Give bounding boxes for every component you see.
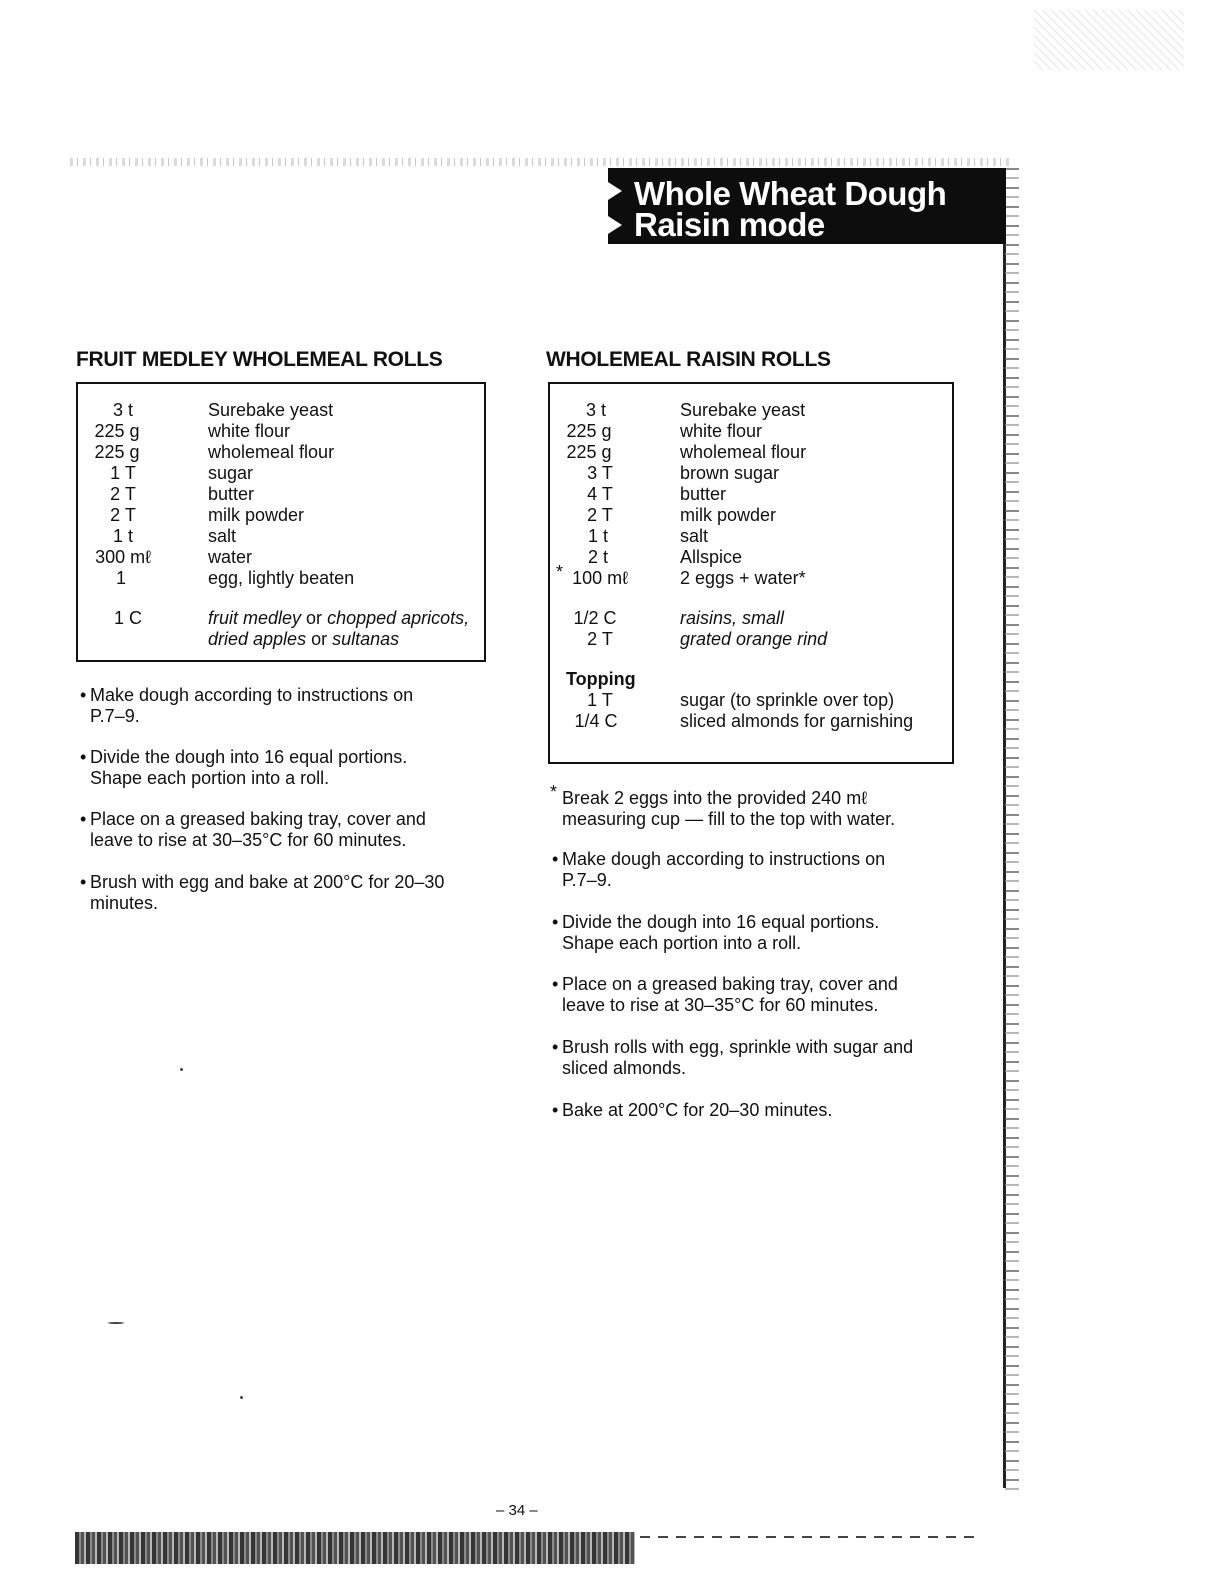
ingredient-name: salt — [680, 526, 709, 546]
ingredient-row — [550, 562, 952, 590]
step-line: leave to rise at 30–35°C for 60 minutes. — [562, 995, 879, 1015]
ingredient-row — [78, 484, 484, 506]
banner-title-line-1: Whole Wheat Dough — [634, 175, 947, 212]
ingredient-name: salt — [208, 526, 237, 546]
ingredient-plain: or — [306, 629, 333, 649]
ingredient-name: wholemeal flour — [680, 442, 807, 462]
step-line: Place on a greased baking tray, cover and — [90, 809, 426, 829]
ingredient-name: raisins, small — [680, 608, 785, 628]
ingredient-name: white flour — [680, 421, 763, 441]
ingredient-qty: 2 T — [110, 484, 136, 504]
ingredient-row-extra — [78, 608, 484, 652]
ingredient-row — [550, 442, 952, 464]
ingredient-qty: 225 g — [566, 442, 612, 462]
ingredient-qty: 1 t — [112, 526, 133, 546]
ingredient-qty: 1 T — [587, 690, 613, 710]
asterisk-marker: * — [550, 782, 558, 802]
speck — [180, 1068, 183, 1071]
ingredient-qty: 1 — [115, 568, 126, 588]
bullet-icon: • — [80, 685, 87, 705]
ingredient-name — [208, 608, 469, 628]
right-step — [552, 849, 962, 891]
step-line: Divide the dough into 16 equal portions. — [90, 747, 408, 767]
ingredient-row — [78, 568, 484, 590]
ingredient-qty: 2 T — [587, 505, 613, 525]
bullet-icon: • — [552, 974, 559, 994]
bullet-icon: • — [552, 1037, 559, 1057]
step-line: P.7–9. — [562, 870, 612, 890]
left-step — [80, 685, 480, 727]
ingredient-qty: 4 T — [587, 484, 613, 504]
bullet-icon: • — [80, 872, 87, 892]
right-step — [552, 1037, 962, 1079]
ingredient-qty: 3 T — [587, 463, 613, 483]
ingredient-name: milk powder — [680, 505, 777, 525]
right-ingredients-box — [548, 382, 954, 764]
ingredient-row — [78, 526, 484, 548]
ingredient-plain: or — [301, 608, 328, 628]
ingredient-qty: 225 g — [566, 421, 612, 441]
speck — [240, 1396, 243, 1399]
page-edge-noise — [1005, 168, 1019, 1498]
ingredient-name: sugar (to sprinkle over top) — [680, 690, 895, 710]
asterisk-marker: * — [556, 562, 564, 582]
step-line: sliced almonds. — [562, 1058, 687, 1078]
ingredient-row — [550, 629, 952, 651]
ingredient-row — [78, 547, 484, 569]
ingredient-italic: chopped apricots, — [327, 608, 470, 628]
right-note — [550, 782, 962, 830]
left-step — [80, 872, 480, 914]
step-line: Make dough according to instructions on — [90, 685, 414, 705]
ingredient-name: water — [208, 547, 253, 567]
ingredient-qty: 225 g — [94, 442, 140, 462]
step-line: leave to rise at 30–35°C for 60 minutes. — [90, 830, 407, 850]
ingredient-italic: dried apples — [208, 629, 307, 649]
ingredient-qty: 2 T — [587, 629, 613, 649]
scan-noise-bottom-line — [640, 1536, 980, 1538]
ingredient-qty: 1 C — [113, 608, 142, 628]
left-step — [80, 747, 480, 789]
step-line: Divide the dough into 16 equal portions. — [562, 912, 880, 932]
ingredient-qty: 1/4 C — [574, 711, 618, 731]
note-line: measuring cup — fill to the top with water. — [562, 809, 896, 829]
ingredient-name: wholemeal flour — [208, 442, 335, 462]
ingredient-qty: 3 t — [112, 400, 133, 420]
ingredient-row — [550, 711, 952, 733]
ingredient-name: Allspice — [680, 547, 743, 567]
right-recipe-title: WHOLEMEAL RAISIN ROLLS — [546, 348, 831, 371]
step-line: Make dough according to instructions on — [562, 849, 886, 869]
right-step — [552, 1100, 962, 1121]
ingredient-qty: 225 g — [94, 421, 140, 441]
bullet-icon: • — [552, 912, 559, 932]
topping-heading: Topping — [566, 669, 636, 689]
ingredient-name: white flour — [208, 421, 291, 441]
step-line: Bake at 200°C for 20–30 minutes. — [562, 1100, 833, 1120]
ingredient-row — [550, 547, 952, 569]
step-line: P.7–9. — [90, 706, 140, 726]
ingredient-name: Surebake yeast — [680, 400, 806, 420]
step-line: Brush with egg and bake at 200°C for 20–30 — [90, 872, 445, 892]
ingredient-row — [550, 484, 952, 506]
ingredient-qty: 1 t — [587, 526, 608, 546]
bullet-icon: • — [552, 849, 559, 869]
ingredient-name: butter — [208, 484, 255, 504]
ingredient-qty: 2 t — [587, 547, 608, 567]
ingredient-row — [78, 505, 484, 527]
ingredient-qty: 1/2 C — [573, 608, 617, 628]
ingredient-qty: 300 mℓ — [95, 547, 151, 567]
ingredient-qty: 1 T — [110, 463, 136, 483]
step-line: Shape each portion into a roll. — [90, 768, 330, 788]
banner-title-line-2: Raisin mode — [634, 206, 825, 243]
step-line: Shape each portion into a roll. — [562, 933, 802, 953]
ingredient-name: sugar — [208, 463, 254, 483]
ingredient-qty: 100 mℓ — [572, 568, 628, 588]
ingredient-name: brown sugar — [680, 463, 780, 483]
ingredient-name: egg, lightly beaten — [208, 568, 355, 588]
ingredient-row — [550, 505, 952, 527]
ingredient-name: butter — [680, 484, 727, 504]
ingredient-name: Surebake yeast — [208, 400, 334, 420]
ingredient-row — [550, 526, 952, 548]
step-line: minutes. — [90, 893, 159, 913]
ingredient-italic: fruit medley — [208, 608, 302, 628]
ingredient-row — [550, 421, 952, 443]
note-line: Break 2 eggs into the provided 240 mℓ — [562, 788, 868, 808]
left-ingredients-box — [76, 382, 486, 662]
ingredient-row — [550, 608, 952, 630]
left-recipe-title: FRUIT MEDLEY WHOLEMEAL ROLLS — [76, 348, 443, 371]
scan-noise-top — [70, 158, 1010, 166]
ingredient-row — [78, 400, 484, 422]
banner-notch — [608, 216, 622, 234]
page-number: – 34 – — [496, 1502, 538, 1519]
section-banner — [608, 168, 1006, 244]
step-line: Place on a greased baking tray, cover and — [562, 974, 898, 994]
ingredient-name: sliced almonds for garnishing — [680, 711, 914, 731]
ingredient-row — [550, 690, 952, 712]
scan-noise-corner — [1034, 10, 1184, 70]
bullet-icon: • — [552, 1100, 559, 1120]
bullet-icon: • — [80, 809, 87, 829]
ingredient-row — [78, 442, 484, 464]
right-step — [552, 912, 962, 954]
bullet-icon: • — [80, 747, 87, 767]
scan-noise-bottom — [75, 1532, 635, 1564]
ingredient-qty: 3 t — [585, 400, 606, 420]
ingredient-name: grated orange rind — [680, 629, 828, 649]
ingredient-name-continued — [208, 629, 399, 649]
ingredient-qty: 2 T — [110, 505, 136, 525]
speck — [108, 1322, 124, 1324]
ingredient-name: 2 eggs + water* — [680, 568, 806, 588]
ingredient-row — [78, 421, 484, 443]
left-step — [80, 809, 480, 851]
ingredient-name: milk powder — [208, 505, 305, 525]
ingredient-row — [550, 463, 952, 485]
right-step — [552, 974, 962, 1016]
ingredient-italic: sultanas — [332, 629, 400, 649]
step-line: Brush rolls with egg, sprinkle with sugar and — [562, 1037, 914, 1057]
banner-notch — [608, 182, 622, 200]
ingredient-row — [550, 400, 952, 422]
ingredient-row — [78, 463, 484, 485]
